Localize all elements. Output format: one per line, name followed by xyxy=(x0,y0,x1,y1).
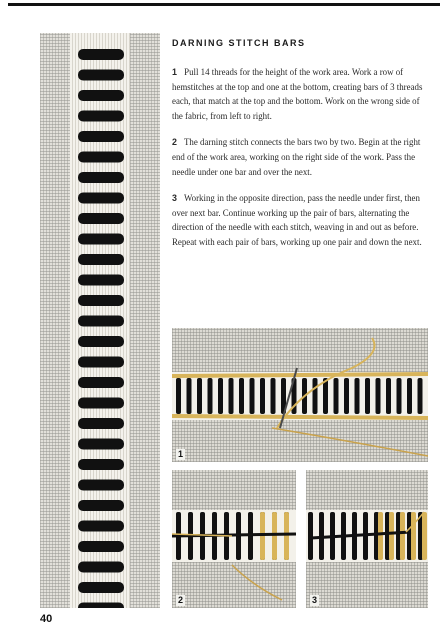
step-text: The darning stitch connects the bars two by two. Begin at the right end of the work area, working on the right side of the work. Pass the needle under one bar and over the next. xyxy=(172,137,421,177)
thread-bar xyxy=(308,512,313,560)
thread-bar xyxy=(271,378,276,414)
thread-bar xyxy=(376,378,381,414)
darning-start-drawing xyxy=(172,470,296,608)
thread-bar xyxy=(284,512,289,560)
darned-bar xyxy=(78,111,124,122)
thread-bar xyxy=(411,512,416,560)
thread-bar xyxy=(422,512,427,560)
darned-bar xyxy=(78,70,124,81)
darned-bar xyxy=(78,459,124,470)
darned-bar xyxy=(78,234,124,245)
thread-bar xyxy=(250,378,255,414)
thread-bar xyxy=(323,378,328,414)
darned-bar xyxy=(78,480,124,491)
photo-label: 2 xyxy=(178,595,184,605)
photo-label: 1 xyxy=(178,449,184,459)
thread-bar xyxy=(208,378,213,414)
step-number: 2 xyxy=(172,137,177,148)
thread-bar xyxy=(218,378,223,414)
darned-bar xyxy=(78,562,124,573)
step-3 xyxy=(172,191,424,249)
thread-bar xyxy=(418,378,423,414)
thread-bar xyxy=(365,378,370,414)
hemstitch-bars-drawing xyxy=(172,328,428,462)
thread-bar xyxy=(272,512,277,560)
step-1 xyxy=(172,65,424,123)
darned-bar xyxy=(78,275,124,286)
darned-bar xyxy=(78,193,124,204)
darned-bar xyxy=(78,500,124,511)
photo-label: 3 xyxy=(312,595,318,605)
thread-bar xyxy=(313,378,318,414)
step-number: 1 xyxy=(172,67,177,77)
darned-bar xyxy=(78,172,124,183)
step-number: 3 xyxy=(172,193,177,204)
darned-bar xyxy=(78,398,124,409)
top-rule xyxy=(8,3,440,6)
darned-bar xyxy=(78,316,124,327)
darning-return-drawing xyxy=(306,470,428,608)
darned-bar xyxy=(78,541,124,552)
darned-bar xyxy=(78,336,124,347)
darned-bar xyxy=(78,254,124,265)
darned-bar xyxy=(78,213,124,224)
darned-bar xyxy=(78,439,124,450)
thread-bar xyxy=(176,378,181,414)
darned-bar xyxy=(78,603,124,609)
darned-bar xyxy=(78,521,124,532)
darned-bar xyxy=(78,90,124,101)
thread-bar xyxy=(229,378,234,414)
darned-bar xyxy=(78,357,124,368)
darned-bar xyxy=(78,131,124,142)
step-1-photo xyxy=(172,328,428,462)
darned-bar xyxy=(78,49,124,60)
darned-bar xyxy=(78,295,124,306)
thread-bar xyxy=(334,378,339,414)
thread-bar xyxy=(355,378,360,414)
darned-bar xyxy=(78,418,124,429)
instructions-column xyxy=(172,38,424,262)
step-2 xyxy=(172,135,424,179)
thread-bar xyxy=(400,512,405,560)
thread-bar xyxy=(197,378,202,414)
darned-sample-photo xyxy=(40,33,160,608)
section-heading: DARNING STITCH BARS xyxy=(172,38,306,48)
thread-bar xyxy=(260,378,265,414)
thread-bar xyxy=(239,378,244,414)
darned-bar xyxy=(78,152,124,163)
step-2-photo xyxy=(172,470,296,608)
thread-bar xyxy=(344,378,349,414)
step-text: Working in the opposite direction, pass the needle under first, then over next bar. Continue working up the pair of bars, alternating the direction of the needle with each stitch, weaving in and out as before. Repeat with each pair of bars, working up one pair and down the next. xyxy=(172,193,422,247)
step-3-photo xyxy=(306,470,428,608)
step-text: Pull 14 threads for the height of the work area. Work a row of hemstitches at the top and one at the bottom, creating bars of 3 threads each, that match at the top and the bottom. Work on the wrong side of the fabric, from left to right. xyxy=(172,67,423,121)
thread-bar xyxy=(187,378,192,414)
thread-bar xyxy=(397,378,402,414)
thread-bar xyxy=(386,378,391,414)
darned-bar xyxy=(78,582,124,593)
thread-bar xyxy=(389,512,394,560)
thread-bar xyxy=(378,512,383,560)
thread-bar xyxy=(407,378,412,414)
darning-bars-drawing xyxy=(40,33,160,608)
darned-bar xyxy=(78,377,124,388)
page-number: 40 xyxy=(40,613,53,625)
